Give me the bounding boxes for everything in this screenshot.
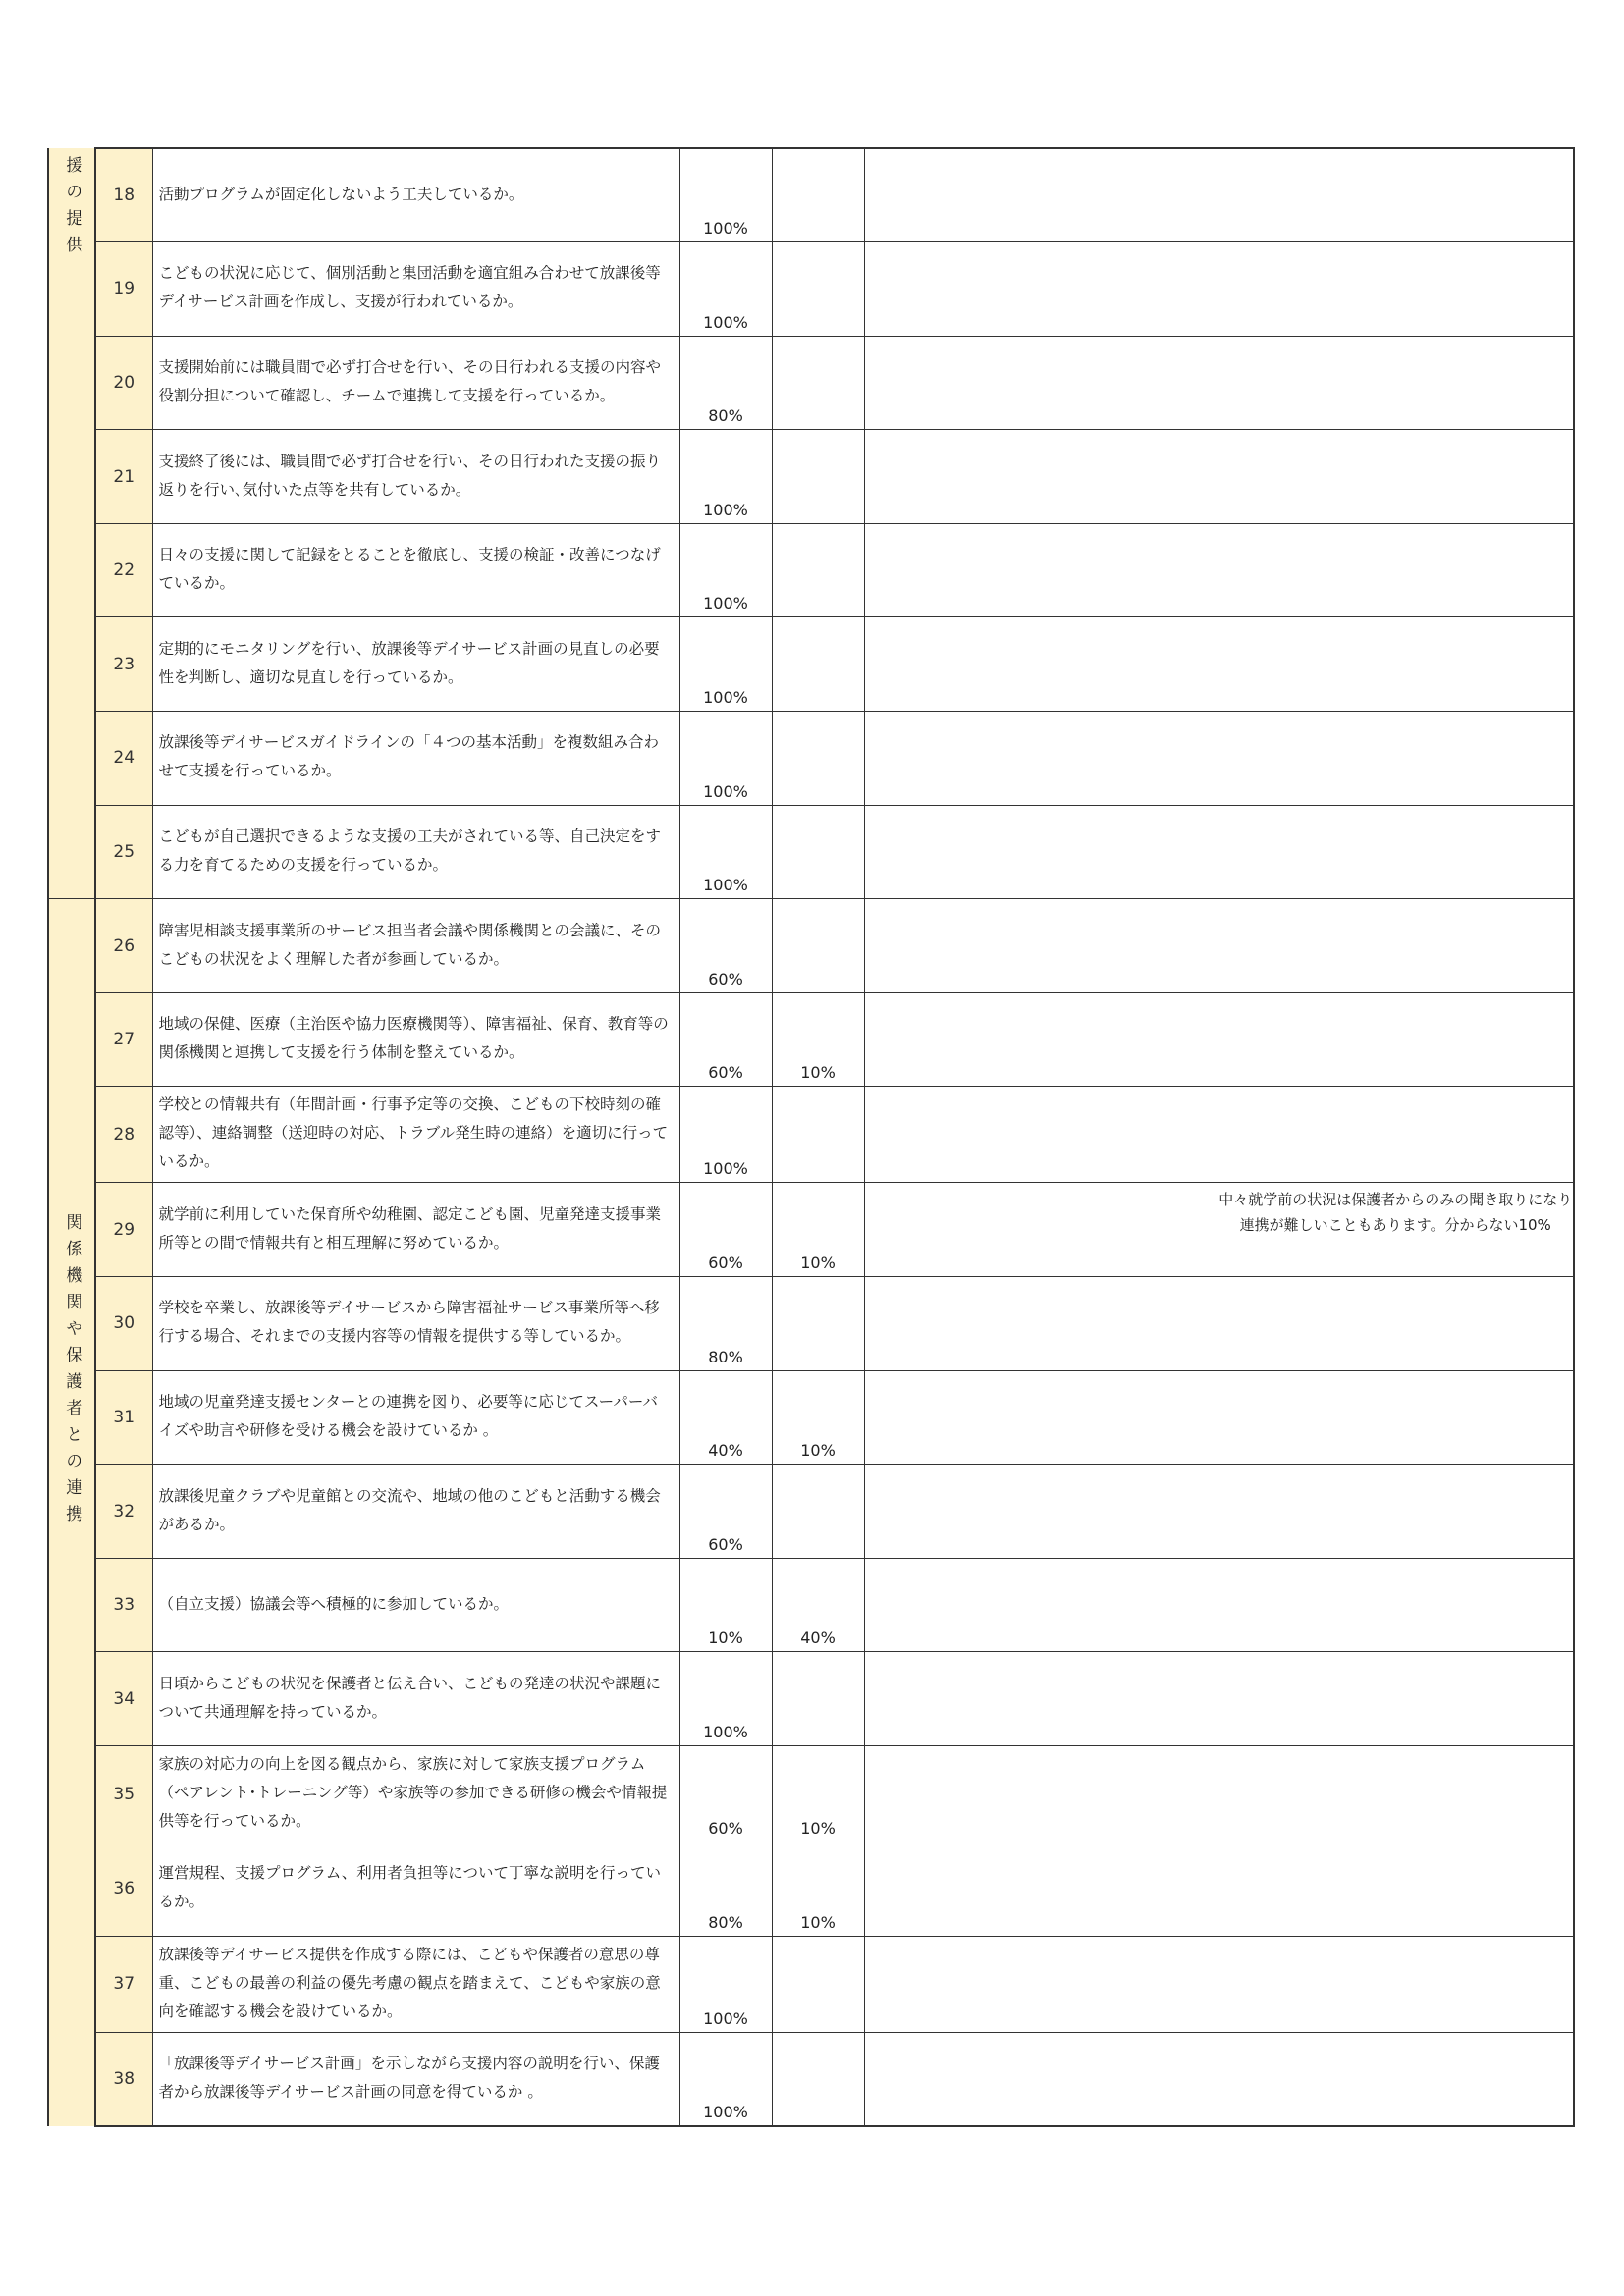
note-cell	[864, 523, 1218, 617]
table-row	[48, 1183, 1574, 1277]
note-cell	[864, 1465, 1218, 1559]
comment-cell	[1218, 1465, 1574, 1559]
question-text: 学校との情報共有（年間計画・行事予定等の交換、こどもの下校時刻の確認等）、連絡調整（送迎時の対応、トラブル発生時の連絡）を適切に行っているか。	[152, 1087, 679, 1183]
table-row	[48, 617, 1574, 712]
question-text: 就学前に利用していた保育所や幼稚園、認定こども園、児童発達支援事業所等との間で情報共有と相互理解に努めているか。	[152, 1183, 679, 1277]
comment-cell	[1218, 1277, 1574, 1371]
question-text: 放課後児童クラブや児童館との交流や、地域の他のこどもと活動する機会があるか。	[152, 1465, 679, 1559]
comment-cell	[1218, 430, 1574, 524]
item-number: 18	[95, 148, 152, 242]
yes-percent: 100%	[679, 148, 772, 242]
yes-percent: 60%	[679, 1746, 772, 1842]
no-percent	[772, 523, 864, 617]
question-text: 障害児相談支援事業所のサービス担当者会議や関係機関との会議に、そのこどもの状況をよく理解した者が参画しているか。	[152, 899, 679, 993]
table-row	[48, 1277, 1574, 1371]
table-row	[48, 992, 1574, 1087]
item-number: 31	[95, 1370, 152, 1465]
item-number: 19	[95, 242, 152, 337]
item-number: 23	[95, 617, 152, 712]
question-text: 活動プログラムが固定化しないよう工夫しているか。	[152, 148, 679, 242]
comment-cell	[1218, 242, 1574, 337]
note-cell	[864, 805, 1218, 899]
no-percent	[772, 336, 864, 430]
question-text: 定期的にモニタリングを行い、放課後等デイサービス計画の見直しの必要性を判断し、適切な見直しを行っているか。	[152, 617, 679, 712]
section-label: 援の提供	[62, 156, 82, 262]
evaluation-table	[47, 147, 1575, 2127]
yes-percent: 80%	[679, 1277, 772, 1371]
yes-percent: 60%	[679, 1183, 772, 1277]
note-cell	[864, 1277, 1218, 1371]
note-cell	[864, 617, 1218, 712]
comment-cell	[1218, 1370, 1574, 1465]
comment-cell	[1218, 2032, 1574, 2126]
yes-percent: 80%	[679, 336, 772, 430]
table-row	[48, 712, 1574, 806]
item-number: 34	[95, 1652, 152, 1746]
note-cell	[864, 2032, 1218, 2126]
section-label-cell	[48, 899, 95, 1842]
item-number: 35	[95, 1746, 152, 1842]
question-text: 放課後等デイサービスガイドラインの「４つの基本活動」を複数組み合わせて支援を行っているか。	[152, 712, 679, 806]
no-percent	[772, 899, 864, 993]
note-cell	[864, 899, 1218, 993]
no-percent	[772, 1277, 864, 1371]
no-percent	[772, 1936, 864, 2032]
table-row	[48, 430, 1574, 524]
question-text: 支援終了後には、職員間で必ず打合せを行い、その日行われた支援の振り返りを行い､気付いた点等を共有しているか。	[152, 430, 679, 524]
item-number: 29	[95, 1183, 152, 1277]
yes-percent: 60%	[679, 992, 772, 1087]
question-text: 運営規程、支援プログラム、利用者負担等について丁寧な説明を行っているか。	[152, 1842, 679, 1937]
table-row	[48, 1370, 1574, 1465]
table-row	[48, 336, 1574, 430]
question-text: 地域の児童発達支援センターとの連携を図り、必要等に応じてスーパーバイズや助言や研修を受ける機会を設けているか 。	[152, 1370, 679, 1465]
no-percent	[772, 148, 864, 242]
question-text: 放課後等デイサービス提供を作成する際には、こどもや保護者の意思の尊重、こどもの最善の利益の優先考慮の観点を踏まえて、こどもや家族の意向を確認する機会を設けているか。	[152, 1936, 679, 2032]
table-row	[48, 1558, 1574, 1652]
no-percent	[772, 430, 864, 524]
section-label: 関係機関や保護者との連携	[62, 1213, 82, 1532]
comment-cell: 中々就学前の状況は保護者からのみの聞き取りになり連携が難しいこともあります。分からない10%	[1218, 1183, 1574, 1277]
table-row	[48, 805, 1574, 899]
comment-cell	[1218, 992, 1574, 1087]
table-row	[48, 1936, 1574, 2032]
table-row	[48, 1746, 1574, 1842]
item-number: 22	[95, 523, 152, 617]
table-row	[48, 899, 1574, 993]
yes-percent: 100%	[679, 1652, 772, 1746]
question-text: 日頃からこどもの状況を保護者と伝え合い、こどもの発達の状況や課題について共通理解を持っているか。	[152, 1652, 679, 1746]
note-cell	[864, 1936, 1218, 2032]
item-number: 32	[95, 1465, 152, 1559]
item-number: 37	[95, 1936, 152, 2032]
note-cell	[864, 1558, 1218, 1652]
note-cell	[864, 242, 1218, 337]
table-row	[48, 2032, 1574, 2126]
question-text: 地域の保健、医療（主治医や協力医療機関等）、障害福祉、保育、教育等の関係機関と連携して支援を行う体制を整えているか。	[152, 992, 679, 1087]
item-number: 26	[95, 899, 152, 993]
table-row	[48, 1842, 1574, 1937]
comment-cell	[1218, 1842, 1574, 1937]
item-number: 38	[95, 2032, 152, 2126]
yes-percent: 100%	[679, 2032, 772, 2126]
note-cell	[864, 1087, 1218, 1183]
item-number: 21	[95, 430, 152, 524]
section-label-cell	[48, 148, 95, 899]
comment-cell	[1218, 1087, 1574, 1183]
note-cell	[864, 1183, 1218, 1277]
question-text: 家族の対応力の向上を図る観点から、家族に対して家族支援プログラム（ペアレント･トレーニング等）や家族等の参加できる研修の機会や情報提供等を行っているか。	[152, 1746, 679, 1842]
yes-percent: 100%	[679, 242, 772, 337]
no-percent: 10%	[772, 1842, 864, 1937]
comment-cell	[1218, 148, 1574, 242]
comment-cell	[1218, 617, 1574, 712]
comment-cell	[1218, 712, 1574, 806]
note-cell	[864, 1746, 1218, 1842]
no-percent	[772, 805, 864, 899]
item-number: 25	[95, 805, 152, 899]
comment-cell	[1218, 805, 1574, 899]
item-number: 24	[95, 712, 152, 806]
table-row	[48, 1087, 1574, 1183]
table-row	[48, 242, 1574, 337]
yes-percent: 100%	[679, 430, 772, 524]
comment-cell	[1218, 1936, 1574, 2032]
no-percent: 10%	[772, 1183, 864, 1277]
yes-percent: 60%	[679, 899, 772, 993]
yes-percent: 100%	[679, 1936, 772, 2032]
yes-percent: 100%	[679, 1087, 772, 1183]
comment-cell	[1218, 523, 1574, 617]
no-percent	[772, 712, 864, 806]
item-number: 28	[95, 1087, 152, 1183]
note-cell	[864, 1652, 1218, 1746]
comment-cell	[1218, 1558, 1574, 1652]
table-row	[48, 1652, 1574, 1746]
note-cell	[864, 336, 1218, 430]
no-percent	[772, 617, 864, 712]
question-text: 支援開始前には職員間で必ず打合せを行い、その日行われる支援の内容や役割分担について確認し、チームで連携して支援を行っているか。	[152, 336, 679, 430]
yes-percent: 100%	[679, 712, 772, 806]
evaluation-sheet	[47, 147, 1573, 2127]
yes-percent: 40%	[679, 1370, 772, 1465]
no-percent	[772, 1652, 864, 1746]
no-percent	[772, 1087, 864, 1183]
yes-percent: 100%	[679, 617, 772, 712]
no-percent: 10%	[772, 1746, 864, 1842]
no-percent: 40%	[772, 1558, 864, 1652]
no-percent: 10%	[772, 992, 864, 1087]
item-number: 33	[95, 1558, 152, 1652]
no-percent: 10%	[772, 1370, 864, 1465]
yes-percent: 10%	[679, 1558, 772, 1652]
table-row	[48, 1465, 1574, 1559]
question-text: 「放課後等デイサービス計画」を示しながら支援内容の説明を行い、保護者から放課後等デイサービス計画の同意を得ているか 。	[152, 2032, 679, 2126]
note-cell	[864, 1370, 1218, 1465]
yes-percent: 100%	[679, 523, 772, 617]
item-number: 27	[95, 992, 152, 1087]
note-cell	[864, 992, 1218, 1087]
yes-percent: 60%	[679, 1465, 772, 1559]
note-cell	[864, 148, 1218, 242]
question-text: 日々の支援に関して記録をとることを徹底し、支援の検証・改善につなげているか。	[152, 523, 679, 617]
question-text: （自立支援）協議会等へ積極的に参加しているか。	[152, 1558, 679, 1652]
no-percent	[772, 242, 864, 337]
note-cell	[864, 1842, 1218, 1937]
question-text: 学校を卒業し、放課後等デイサービスから障害福祉サービス事業所等へ移行する場合、それまでの支援内容等の情報を提供する等しているか。	[152, 1277, 679, 1371]
item-number: 36	[95, 1842, 152, 1937]
no-percent	[772, 1465, 864, 1559]
comment-cell	[1218, 1652, 1574, 1746]
note-cell	[864, 430, 1218, 524]
item-number: 20	[95, 336, 152, 430]
question-text: こどもの状況に応じて、個別活動と集団活動を適宜組み合わせて放課後等デイサービス計画を作成し、支援が行われているか。	[152, 242, 679, 337]
section-label-cell	[48, 1842, 95, 2126]
question-text: こどもが自己選択できるような支援の工夫がされている等、自己決定をする力を育てるための支援を行っているか。	[152, 805, 679, 899]
table-row	[48, 523, 1574, 617]
comment-cell	[1218, 899, 1574, 993]
comment-cell	[1218, 1746, 1574, 1842]
yes-percent: 80%	[679, 1842, 772, 1937]
table-row	[48, 148, 1574, 242]
comment-cell	[1218, 336, 1574, 430]
yes-percent: 100%	[679, 805, 772, 899]
item-number: 30	[95, 1277, 152, 1371]
note-cell	[864, 712, 1218, 806]
no-percent	[772, 2032, 864, 2126]
